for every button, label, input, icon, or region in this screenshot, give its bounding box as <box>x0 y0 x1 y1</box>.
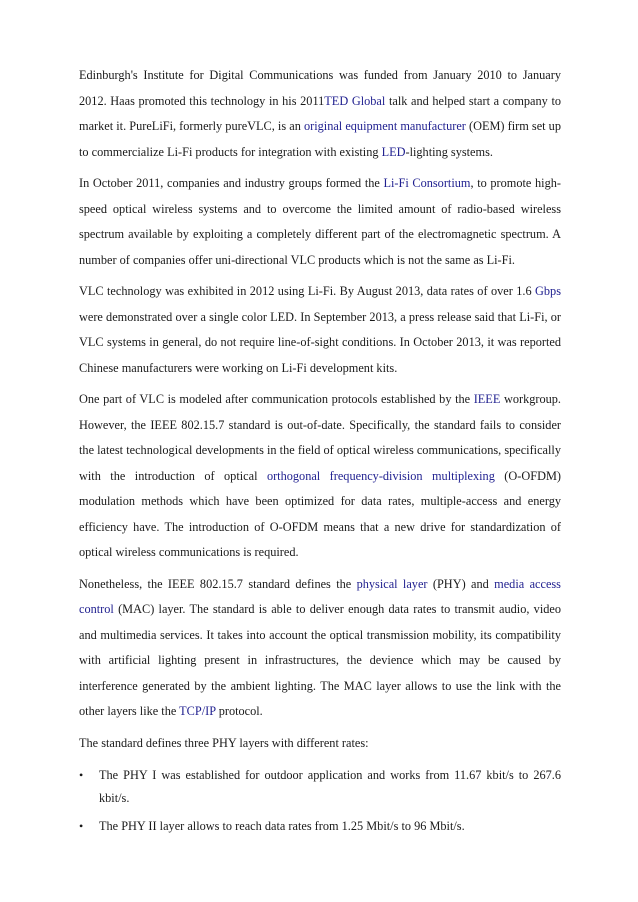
paragraph-text: (MAC) layer. The standard is able to deliver enough data rates to transmit audio, video and multimedia services. It takes into account the optical transmission mobility, its compatibility with artificial lighting present in infrastructures, the devience which may be caused by interference generated by the ambient lighting. The MAC layer allows to use the link with the other layers like the <box>79 602 561 718</box>
paragraph-text: One part of VLC is modeled after communication protocols established by the <box>79 392 474 406</box>
list-item-text: The PHY I was established for outdoor application and works from 11.67 kbit/s to 267.6 kbit/s. <box>99 768 561 805</box>
hyperlink[interactable]: Li-Fi Consortium <box>383 176 471 190</box>
paragraph-text: Nonetheless, the IEEE 802.15.7 standard defines the <box>79 576 357 591</box>
paragraph-text: workgroup. However, the IEEE 802.15.7 standard is out-of-date. Specifically, the standard fails to consider the latest technological developments in the field of optical wireless communications, specifically with the introduction of optical <box>79 392 561 483</box>
paragraph-text: protocol. <box>215 704 263 718</box>
paragraph-text: The standard defines three PHY layers with different rates: <box>79 735 369 750</box>
list-item <box>79 764 561 810</box>
phy-layer-list <box>79 764 561 838</box>
hyperlink[interactable]: orthogonal frequency-division multiplexing <box>266 468 495 483</box>
paragraph <box>79 171 561 273</box>
body-text <box>79 63 561 756</box>
paragraph-text: (PHY) and <box>427 576 495 591</box>
hyperlink[interactable]: TCP/IP <box>179 704 216 718</box>
list-item-text: The PHY II layer allows to reach data rates from 1.25 Mbit/s to 96 Mbit/s. <box>99 819 465 833</box>
hyperlink[interactable]: original equipment manufacturer <box>303 119 466 133</box>
hyperlink[interactable]: LED <box>381 144 406 159</box>
list-item <box>79 815 561 838</box>
paragraph-text: (OEM) firm set up to commercialize Li-Fi products for integration with existing <box>79 119 561 159</box>
hyperlink[interactable]: TED Global <box>324 93 386 108</box>
paragraph <box>79 63 561 165</box>
paragraph <box>79 387 561 566</box>
hyperlink[interactable]: IEEE <box>473 392 501 406</box>
paragraph-text: , to promote high-speed optical wireless systems and to overcome the limited amount of radio-based wireless spectrum available by exploiting a completely different part of the electromagnetic spectrum. A number of companies offer uni-directional VLC products which is not the same as Li-Fi. <box>79 176 561 267</box>
paragraph <box>79 731 561 757</box>
paragraph-text: talk and helped start a company to market it. PureLiFi, formerly pureVLC, is an <box>79 93 562 133</box>
document-page <box>79 63 561 843</box>
bullet-icon: • <box>79 819 84 833</box>
hyperlink[interactable]: media access control <box>79 576 561 616</box>
paragraph-text: Edinburgh's Institute for Digital Communications was funded from January 2010 to January 2012. Haas promoted this technology in his 2011 <box>79 68 561 108</box>
hyperlink[interactable]: physical layer <box>356 576 428 591</box>
bullet-icon: • <box>79 768 84 782</box>
paragraph-text: In October 2011, companies and industry groups formed the <box>79 176 384 190</box>
paragraph-text: (O-OFDM) modulation methods which have been optimized for data rates, multiple-access and energy efficiency have. The introduction of O-OFDM means that a new drive for standardization of optical wireless communications is required. <box>79 468 561 559</box>
hyperlink[interactable]: Gbps <box>535 284 561 298</box>
paragraph <box>79 572 561 725</box>
paragraph-text: were demonstrated over a single color LED. In September 2013, a press release said that Li-Fi, or VLC systems in general, do not require line-of-sight conditions. In October 2013, it was reported Chinese manufacturers were working on Li-Fi development kits. <box>79 309 561 375</box>
paragraph <box>79 279 561 381</box>
paragraph-text: VLC technology was exhibited in 2012 using Li-Fi. By August 2013, data rates of over 1.6 <box>79 284 536 298</box>
paragraph-text: -lighting systems. <box>405 144 493 159</box>
